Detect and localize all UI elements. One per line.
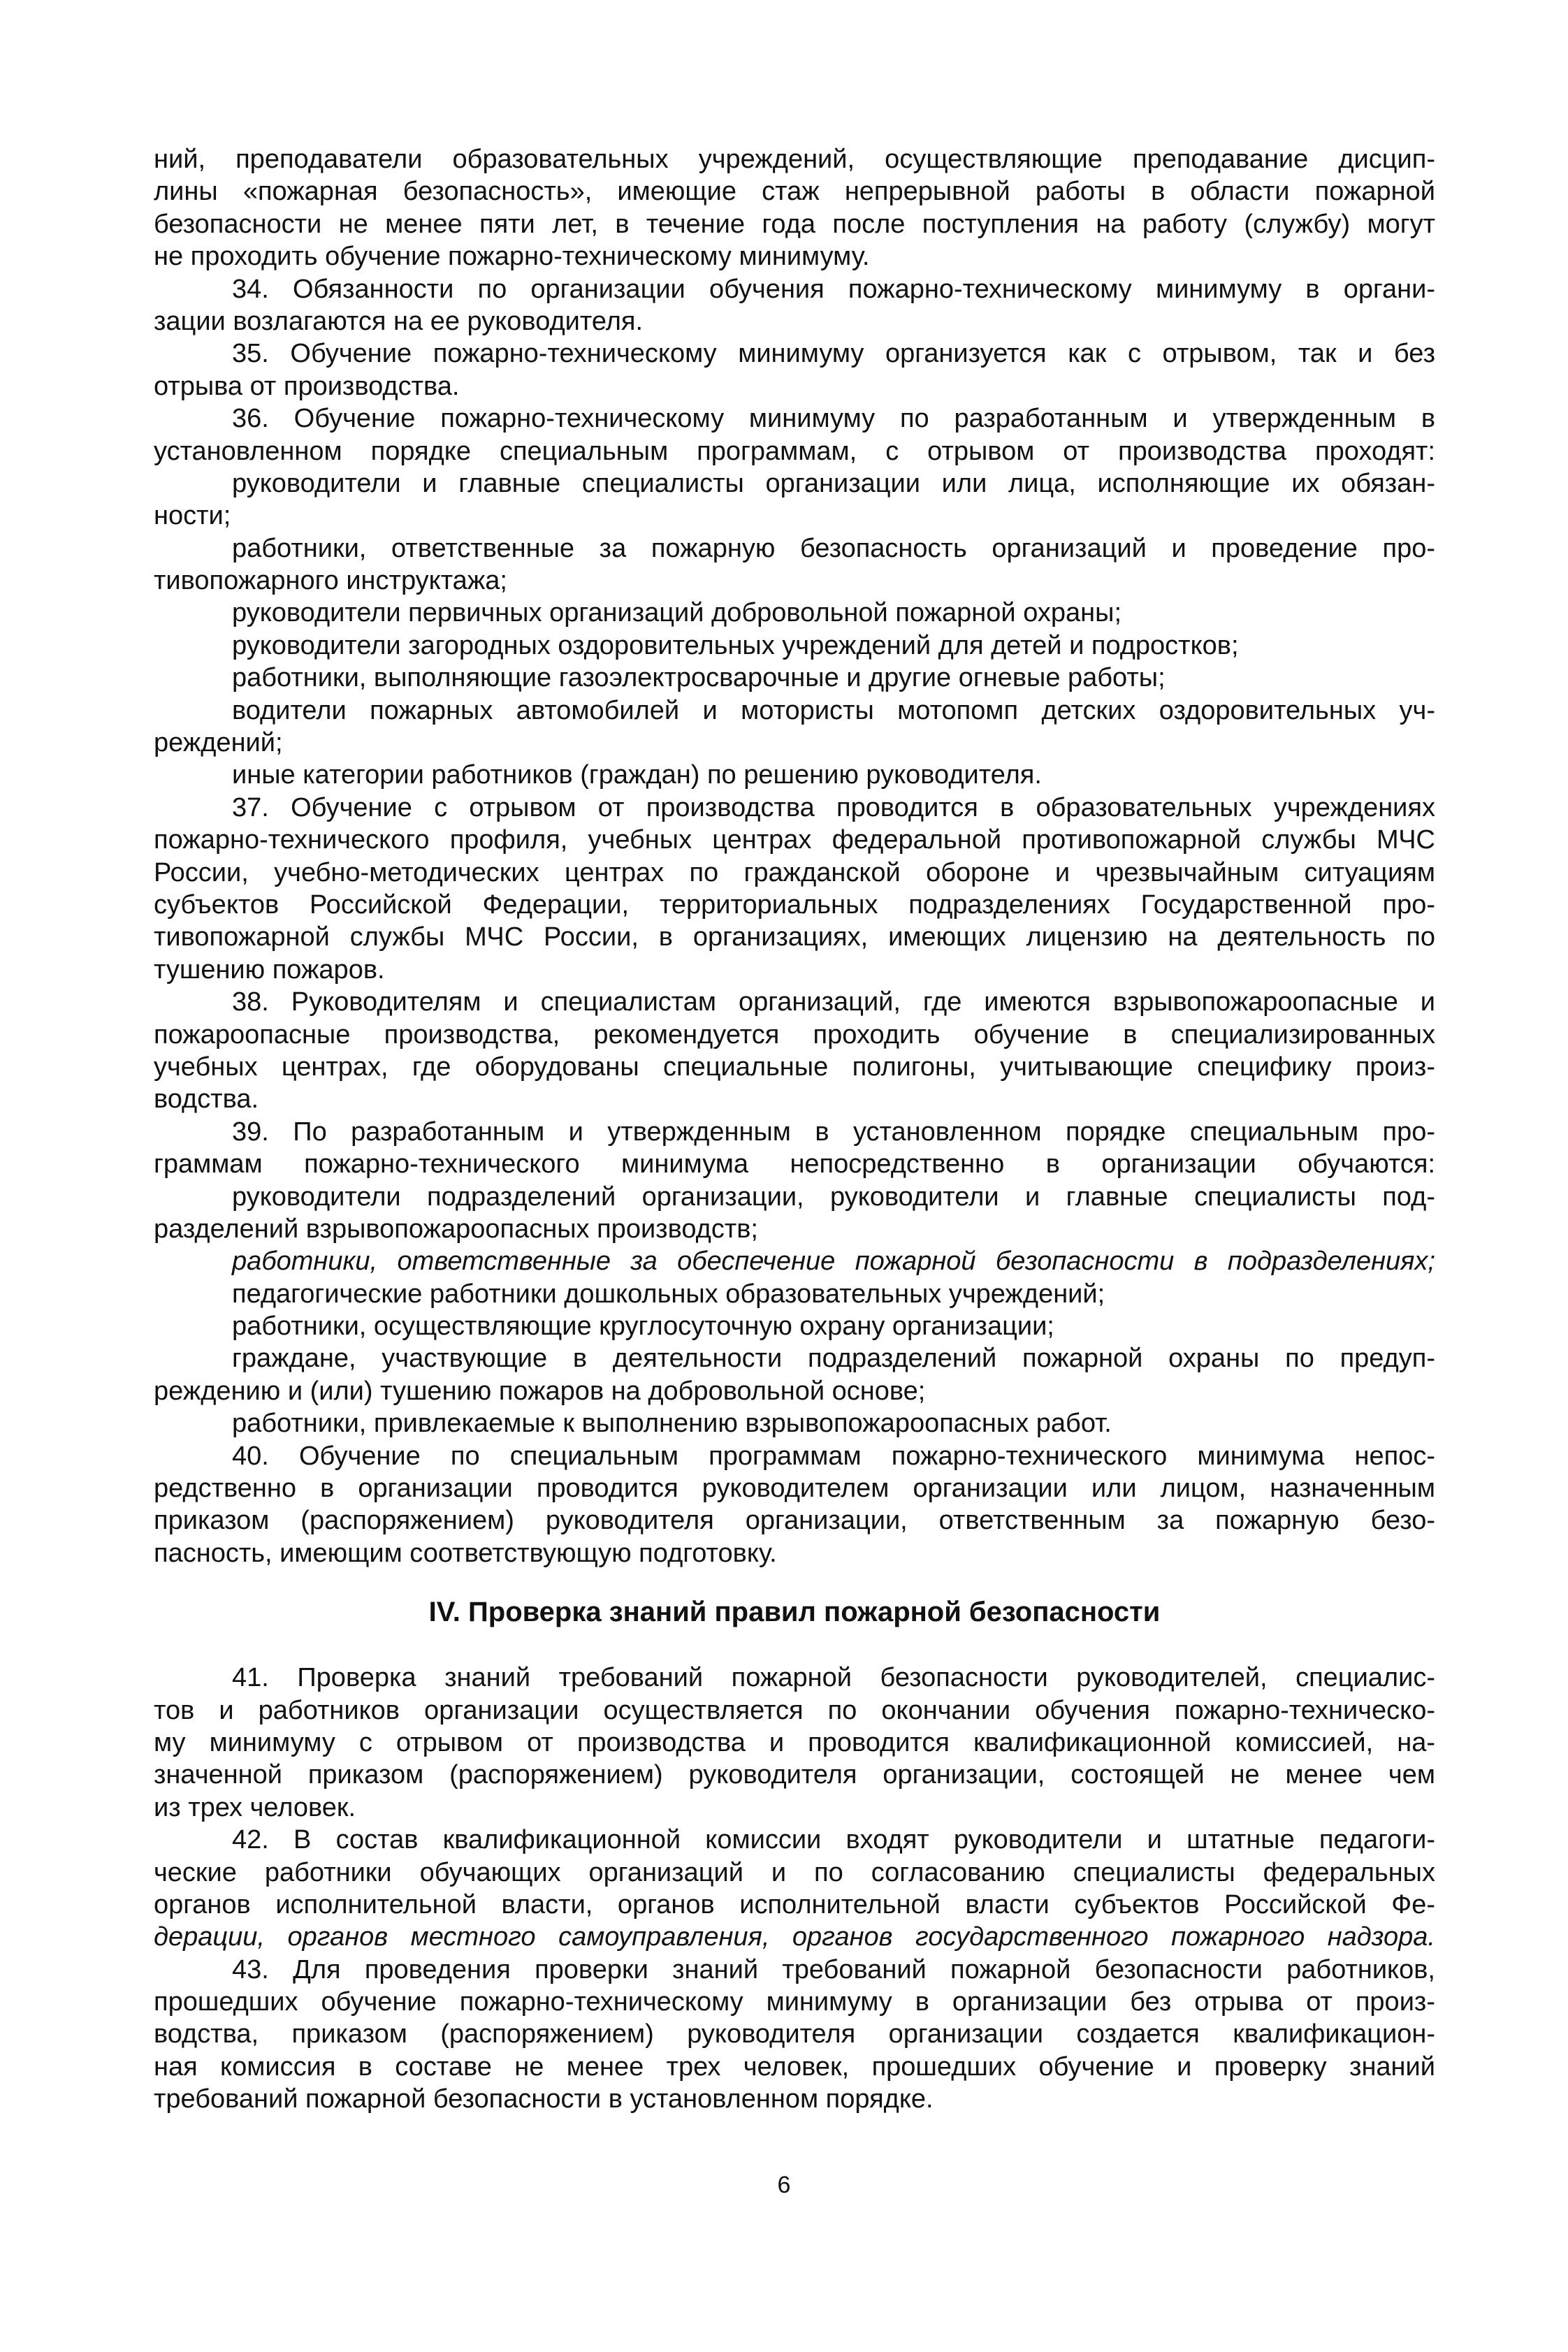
text-line: руководители загородных оздоровительных учреждений для детей и подростков; [232,630,1239,660]
text-line: разделений взрывопожароопасных производств; [154,1214,758,1244]
text-line: работники, выполняющие газоэлектросварочные и другие огневые работы; [232,663,1166,693]
text-line: 41. Проверка знаний требований пожарной безопасности руководителей, специалис- [232,1663,1435,1693]
section-heading: IV. Проверка знаний правил пожарной безопасности [428,1597,1161,1628]
text-line: учебных центрах, где оборудованы специальные полигоны, учитывающие специфику произ- [154,1052,1435,1082]
text-line: требований пожарной безопасности в установленном порядке. [154,2084,934,2114]
text-line: органов исполнительной власти, органов исполнительной власти субъектов Российской Фе- [154,1889,1435,1919]
text-line: безопасности не менее пяти лет, в течение года после поступления на работу (службу) могут [154,209,1435,239]
text-line: 34. Обязанности по организации обучения пожарно-техническому минимуму в органи- [232,274,1435,304]
text-line: работники, ответственные за обеспечение пожарной безопасности в подразделениях; [232,1247,1435,1277]
text-line: руководители и главные специалисты организации или лица, исполняющие их обязан- [232,468,1435,498]
text-line: пожароопасные производства, рекомендуется проходить обучение в специализированных [154,1019,1435,1050]
text-line: не проходить обучение пожарно-техническому минимуму. [154,242,870,272]
text-line: пожарно-технического профиля, учебных центрах федеральной противопожарной службы МЧС [154,825,1435,855]
section-iii-text [154,143,1435,1569]
section-iv-text [154,1662,1435,2115]
text-line: ний, преподаватели образовательных учреждений, осуществляющие преподавание дисцип- [154,145,1435,174]
text-line: граждане, участвующие в деятельности подразделений пожарной охраны по предуп- [232,1344,1435,1374]
text-line: 40. Обучение по специальным программам пожарно-технического минимума непос- [232,1441,1435,1471]
text-line: 42. В состав квалификационной комиссии входят руководители и штатные педагоги- [232,1825,1435,1855]
text-line: установленном порядке специальным программам, с отрывом от производства проходят: [154,436,1435,466]
text-line: лины «пожарная безопасность», имеющие стаж непрерывной работы в области пожарной [154,177,1435,207]
text-line: тушению пожаров. [154,954,385,985]
text-line: 38. Руководителям и специалистам организаций, где имеются взрывопожароопасные и [232,987,1435,1017]
text-line: ная комиссия в составе не менее трех человек, прошедших обучение и проверку знаний [154,2052,1435,2082]
text-line: руководители подразделений организации, руководители и главные специалисты под- [232,1182,1435,1212]
text-line: России, учебно-методических центрах по гражданской обороне и чрезвычайным ситуациям [154,857,1435,887]
text-line: работники, осуществляющие круглосуточную охрану организации; [232,1312,1054,1342]
text-line: значенной приказом (распоряжением) руководителя организации, состоящей не менее чем [154,1760,1435,1790]
text-line: 36. Обучение пожарно-техническому минимуму по разработанным и утвержденным в [232,404,1435,434]
text-line: приказом (распоряжением) руководителя организации, ответственным за пожарную безо- [154,1506,1435,1536]
text-line: граммам пожарно-технического минимума непосредственно в организации обучаются: [154,1149,1435,1179]
text-line: педагогические работники дошкольных образовательных учреждений; [232,1279,1105,1309]
text-line: работники, ответственные за пожарную безопасность организаций и проведение про- [232,533,1435,563]
text-line: пасность, имеющим соответствующую подготовку. [154,1538,777,1568]
text-line: дерации, органов местного самоуправления, органов государственного пожарного надзора. [154,1922,1435,1952]
text-line: субъектов Российской Федерации, территориальных подразделениях Государственной про- [154,890,1435,920]
text-line: прошедших обучение пожарно-техническому минимуму в организации без отрыва от произ- [154,1987,1435,2017]
text-line: му минимуму с отрывом от производства и проводится квалификационной комиссией, на- [154,1727,1435,1757]
text-line: из трех человек. [154,1792,356,1822]
text-line: реждению и (или) тушению пожаров на добровольной основе; [154,1376,926,1406]
text-line: 43. Для проведения проверки знаний требований пожарной безопасности работников, [232,1954,1435,1984]
text-line: зации возлагаются на ее руководителя. [154,306,644,336]
text-line: реждений; [154,728,283,758]
text-line: ности; [154,501,231,531]
text-line: тивопожарного инструктажа; [154,566,507,596]
page-number: 6 [777,2172,791,2198]
text-line: редственно в организации проводится руководителем организации или лицом, назначенным [154,1474,1435,1504]
text-line: работники, привлекаемые к выполнению взрывопожароопасных работ. [232,1409,1112,1439]
text-line: тивопожарной службы МЧС России, в организациях, имеющих лицензию на деятельность по [154,922,1435,952]
text-line: 35. Обучение пожарно-техническому минимуму организуется как с отрывом, так и без [232,339,1435,369]
text-line: ческие работники обучающих организаций и по согласованию специалисты федеральных [154,1857,1435,1887]
text-line: руководители первичных организаций добровольной пожарной охраны; [232,598,1122,628]
text-line: 39. По разработанным и утвержденным в установленном порядке специальным про- [232,1117,1435,1147]
text-line: 37. Обучение с отрывом от производства проводится в образовательных учреждениях [232,792,1435,822]
text-line: отрыва от производства. [154,371,460,401]
text-line: водители пожарных автомобилей и мотористы мотопомп детских оздоровительных уч- [232,695,1435,725]
text-line: водства, приказом (распоряжением) руководителя организации создается квалификацион- [154,2019,1435,2049]
text-line: иные категории работников (граждан) по решению руководителя. [232,760,1042,790]
text-line: тов и работников организации осуществляется по окончании обучения пожарно-техническо- [154,1695,1435,1725]
text-line: водства. [154,1084,259,1115]
